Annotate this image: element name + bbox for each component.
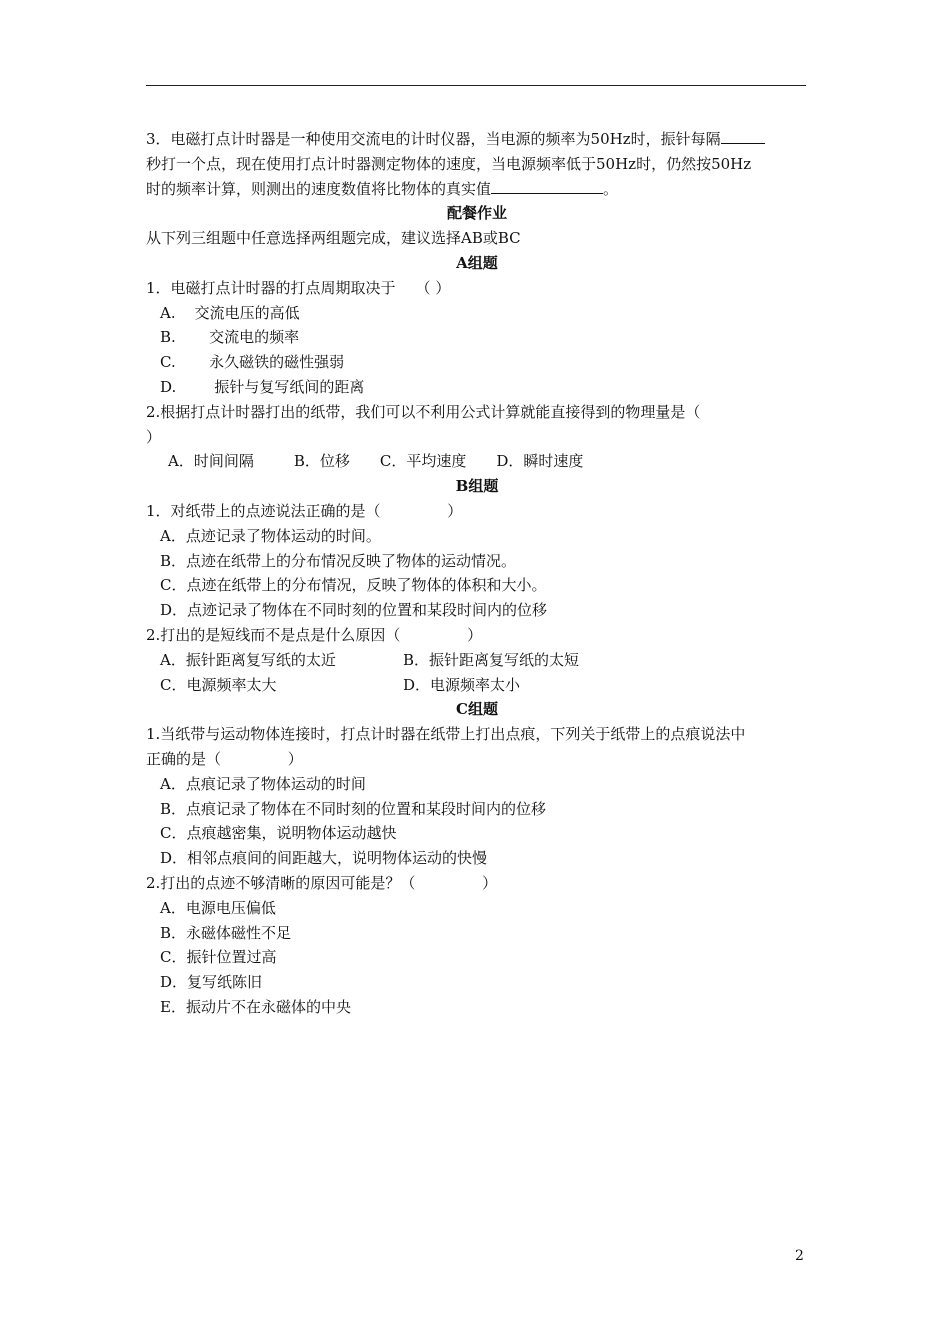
group-a-q1-option-d: D. 振针与复写纸间的距离 xyxy=(160,377,365,396)
group-a-q1-option-b: B. 交流电的频率 xyxy=(160,328,300,347)
group-a-title: A组题 xyxy=(456,253,498,272)
group-b-q2-option-a: A．振针距离复写纸的太近 xyxy=(160,650,336,669)
group-a-q1-option-a: A. 交流电压的高低 xyxy=(160,303,300,322)
intro-question-text-1: 3．电磁打点计时器是一种使用交流电的计时仪器，当电源的频率为50Hz时，振针每隔 xyxy=(146,130,721,148)
group-b-q1-option-d: D．点迹记录了物体在不同时刻的位置和某段时间内的位移 xyxy=(160,601,548,620)
group-a-q1-answer-paren[interactable]: （ ） xyxy=(415,278,451,297)
group-b-q2-option-d: D．电源频率太小 xyxy=(403,675,521,694)
group-a-q2-option-a: A．时间间隔 xyxy=(168,452,254,471)
worksheet-content xyxy=(146,127,808,1020)
group-b-q1-option-c: C．点迹在纸带上的分布情况，反映了物体的体积和大小。 xyxy=(160,576,547,595)
group-b-q2-stem: 2.打出的是短线而不是点是什么原因（ ） xyxy=(146,625,483,644)
group-b-q1-option-a: A．点迹记录了物体运动的时间。 xyxy=(160,526,381,545)
group-b-q2-options-row-1 xyxy=(146,648,808,673)
group-b-q1-stem: 1．对纸带上的点迹说法正确的是（ ） xyxy=(146,501,463,520)
group-a-q2-stem-cont: ） xyxy=(146,427,162,446)
intro-question-text-3: 时的频率计算，则测出的速度数值将比物体的真实值 xyxy=(146,179,492,198)
instruction: 从下列三组题中任意选择两组题完成，建议选择AB或BC xyxy=(146,229,521,248)
group-b-q2-option-b: B．振针距离复写纸的太短 xyxy=(403,650,580,669)
header-rule xyxy=(146,85,806,86)
group-c-q1-option-a: A．点痕记录了物体运动的时间 xyxy=(160,774,366,793)
group-c-title: C组题 xyxy=(456,700,498,719)
group-a-q1-option-c: C. 永久磁铁的磁性强弱 xyxy=(160,353,345,372)
group-a-q2-option-c: C．平均速度 xyxy=(379,452,467,471)
group-b-q1-option-b: B．点迹在纸带上的分布情况反映了物体的运动情况。 xyxy=(160,551,517,570)
group-b-q2-option-c: C．电源频率太大 xyxy=(160,675,277,694)
group-c-q1-option-c: C．点痕越密集，说明物体运动越快 xyxy=(160,824,397,843)
intro-question-line-2: 秒打一个点，现在使用打点计时器测定物体的速度，当电源频率低于50Hz时，仍然按50Hz xyxy=(146,154,752,173)
group-c-q1-option-b: B．点痕记录了物体在不同时刻的位置和某段时间内的位移 xyxy=(160,799,547,818)
group-a-q2-options xyxy=(146,449,808,474)
group-c-q2-option-c: C．振针位置过高 xyxy=(160,948,277,967)
intro-question-end: 。 xyxy=(603,179,619,198)
group-b-q2-options-row-2 xyxy=(146,673,808,698)
group-c-q2-stem: 2.打出的点迹不够清晰的原因可能是？（ ） xyxy=(146,873,498,892)
page-number: 2 xyxy=(795,1248,804,1264)
group-c-q2-option-d: D．复写纸陈旧 xyxy=(160,973,263,992)
answer-blank-interval[interactable] xyxy=(721,127,765,144)
group-a-q2-stem: 2.根据打点计时器打出的纸带，我们可以不利用公式计算就能直接得到的物理量是（ xyxy=(146,402,701,421)
group-c-q1-option-d: D．相邻点痕间的间距越大，说明物体运动的快慢 xyxy=(160,849,488,868)
section-title: 配餐作业 xyxy=(446,204,507,223)
intro-question-line-3 xyxy=(146,177,808,202)
intro-question-line-1 xyxy=(146,127,808,152)
group-c-q2-option-e: E．振动片不在永磁体的中央 xyxy=(160,997,351,1016)
group-a-q1-stem xyxy=(146,276,808,301)
group-c-q1-stem-cont: 正确的是（ ） xyxy=(146,749,303,768)
group-b-title: B组题 xyxy=(455,477,499,496)
group-a-q1-stem-text: 1．电磁打点计时器的打点周期取决于 xyxy=(146,278,396,297)
answer-blank-speed[interactable] xyxy=(491,177,603,194)
group-c-q2-option-b: B．永磁体磁性不足 xyxy=(160,923,292,942)
group-c-q2-option-a: A．电源电压偏低 xyxy=(160,898,276,917)
group-a-q2-option-d: D．瞬时速度 xyxy=(496,452,584,471)
group-c-q1-stem: 1.当纸带与运动物体连接时，打点计时器在纸带上打出点痕，下列关于纸带上的点痕说法中 xyxy=(146,725,746,744)
group-a-q2-option-b: B．位移 xyxy=(293,452,350,471)
